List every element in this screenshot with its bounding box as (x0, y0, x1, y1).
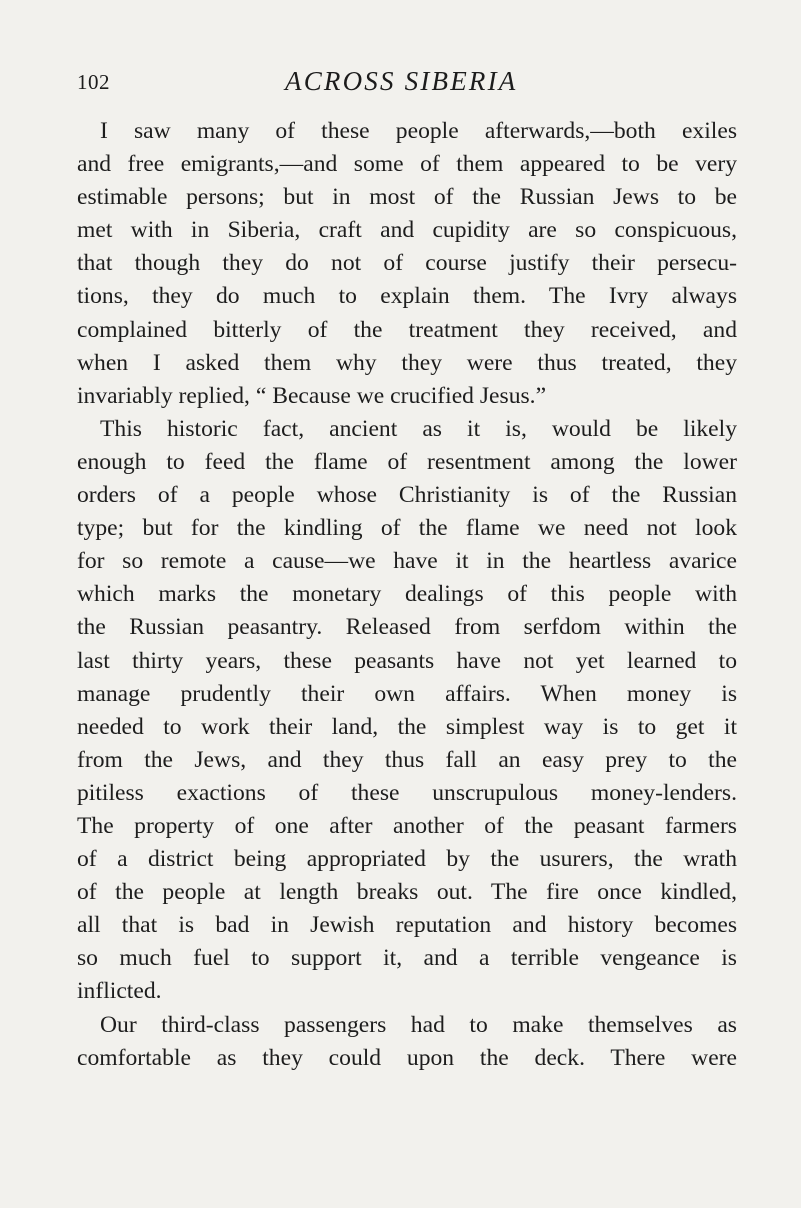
text-line: from the Jews, and they thus fall an easy prey to the (77, 746, 737, 773)
text-line: The property of one after another of the peasant farmers (77, 812, 737, 839)
text-line: invariably replied, “ Because we crucified Jesus.” (77, 382, 547, 409)
text-line: enough to feed the flame of resentment among the lower (77, 448, 737, 475)
text-line: This historic fact, ancient as it is, would be likely (100, 415, 737, 442)
text-line: orders of a people whose Christianity is of the Russian (77, 482, 737, 509)
text-line: of the people at length breaks out. The fire once kindled, (77, 879, 737, 906)
text-line: estimable persons; but in most of the Russian Jews to be (77, 184, 737, 211)
text-line: when I asked them why they were thus treated, they (77, 349, 737, 376)
text-line: so much fuel to support it, and a terrible vengeance is (77, 945, 737, 972)
text-line: met with in Siberia, craft and cupidity are so conspicuous, (77, 217, 737, 244)
running-head (77, 66, 737, 100)
text-line: I saw many of these people afterwards,—both exiles (100, 118, 737, 144)
text-line: and free emigrants,—and some of them appeared to be very (77, 151, 737, 178)
text-line: which marks the monetary dealings of this people with (77, 581, 737, 608)
text-line: for so remote a cause—we have it in the heartless avarice (77, 548, 737, 575)
text-line: the Russian peasantry. Released from serfdom within the (77, 614, 737, 641)
text-line: all that is bad in Jewish reputation and history becomes (77, 912, 737, 939)
text-line: pitiless exactions of these unscrupulous money-lenders. (77, 779, 737, 806)
text-line: tions, they do much to explain them. The Ivry always (77, 283, 737, 310)
text-line: that though they do not of course justify their persecu- (77, 250, 737, 277)
body-text (77, 115, 737, 1075)
text-line: manage prudently their own affairs. When money is (77, 680, 737, 707)
text-line: needed to work their land, the simplest way is to get it (77, 713, 737, 740)
text-line: Our third-class passengers had to make themselves as (100, 1011, 737, 1038)
text-line: comfortable as they could upon the deck. There were (77, 1044, 737, 1071)
text-line: inflicted. (77, 978, 162, 1005)
text-line: last thirty years, these peasants have not yet learned to (77, 647, 737, 674)
book-title: ACROSS SIBERIA (285, 66, 518, 96)
page-number: 102 (77, 70, 110, 94)
text-line: type; but for the kindling of the flame we need not look (77, 515, 737, 542)
text-line: complained bitterly of the treatment they received, and (77, 316, 737, 343)
text-line: of a district being appropriated by the usurers, the wrath (77, 846, 737, 873)
